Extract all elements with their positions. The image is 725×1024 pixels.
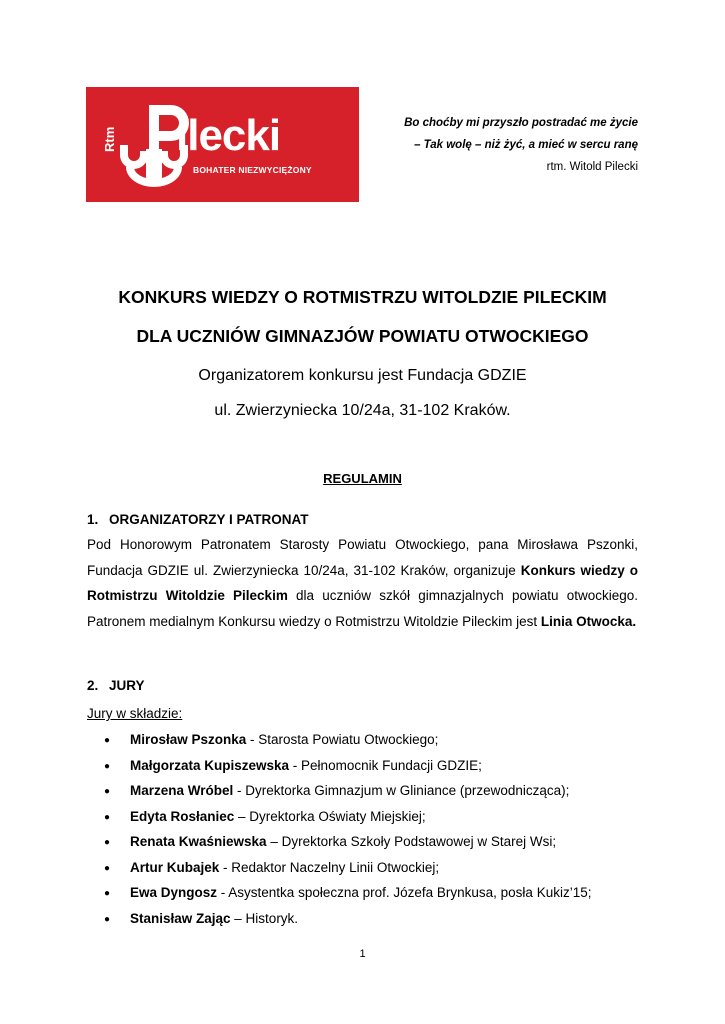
jury-member-name: Artur Kubajek	[130, 859, 220, 875]
jury-member-name: Marzena Wróbel	[130, 783, 234, 798]
jury-member-name: Ewa Dyngosz	[130, 885, 218, 900]
jury-member-role: – Dyrektorka Oświaty Miejskiej;	[234, 808, 426, 824]
list-item	[104, 829, 591, 855]
epigraph-quote	[404, 112, 638, 178]
jury-member-name: Edyta Rosłaniec	[130, 808, 235, 824]
page-number: 1	[359, 948, 366, 960]
logo-tagline: BOHATER NIEZWYCIĘŻONY	[193, 165, 312, 175]
section-1-heading	[87, 512, 309, 527]
organizer-address: ul. Zwierzyniecka 10/24a, 31-102 Kraków.	[214, 402, 511, 419]
section-1-text-a: Pod Honorowym Patronatem Starosty Powiatu Otwockiego, pana Mirosława Pszonki, Fundacja GDZIE ul. Zwierzyniecka 10/24a, 31-102 Kraków, organizuje	[87, 537, 638, 578]
bullet-icon: ●	[104, 888, 111, 899]
logo-wordmark: ilecki	[176, 111, 281, 160]
list-item	[104, 727, 591, 753]
page-title-line-1: KONKURS WIEDZY O ROTMISTRZU WITOLDZIE PILECKIM	[118, 287, 607, 307]
jury-member-role: – Dyrektorka Szkoły Podstawowej w Starej Wsi;	[266, 834, 557, 849]
section-1-bold-a: Konkurs wiedzy o Rotmistrzu Witoldzie Pileckim	[87, 562, 638, 603]
bullet-icon: ●	[104, 837, 111, 848]
page-title-line-2: DLA UCZNIÓW GIMNAZJÓW POWIATU OTWOCKIEGO	[136, 326, 589, 346]
section-1-paragraph	[87, 532, 638, 634]
list-item	[104, 778, 591, 804]
jury-member-name: Małgorzata Kupiszewska	[130, 757, 290, 773]
regulamin-heading: REGULAMIN	[323, 471, 402, 486]
bullet-icon: ●	[104, 735, 111, 746]
section-2-heading	[87, 678, 145, 693]
jury-member-name: Stanisław Zając	[130, 910, 231, 926]
quote-line-1: Bo choćby mi przyszło postradać me życie	[404, 117, 638, 129]
jury-member-role: - Starosta Powiatu Otwockiego;	[246, 732, 439, 747]
list-item	[104, 906, 591, 932]
section-2-number: 2.	[87, 678, 99, 693]
list-item	[104, 753, 591, 779]
jury-member-role: - Pełnomocnik Fundacji GDZIE;	[289, 757, 482, 773]
section-1-title: ORGANIZATORZY I PATRONAT	[109, 512, 309, 527]
list-item	[104, 804, 591, 830]
jury-member-name: Mirosław Pszonka	[130, 732, 247, 747]
bullet-icon: ●	[104, 811, 111, 823]
jury-intro: Jury w składzie:	[87, 706, 183, 721]
bullet-icon: ●	[104, 760, 111, 772]
list-item	[104, 855, 591, 881]
jury-member-role: - Dyrektorka Gimnazjum w Gliniance (przewodnicząca);	[233, 783, 570, 798]
quote-author: rtm. Witold Pilecki	[546, 161, 638, 173]
jury-member-role: - Asystentka społeczna prof. Józefa Brynkusa, posła Kukiz’15;	[217, 885, 592, 900]
jury-list	[104, 727, 591, 931]
logo-rtm-text: Rtm	[102, 126, 117, 152]
section-1-text-b: dla uczniów szkół gimnazjalnych powiatu otwockiego. Patronem medialnym Konkursu wiedzy o Rotmistrzu Witoldzie Pileckim jest	[87, 588, 638, 629]
jury-member-role: – Historyk.	[230, 910, 299, 926]
section-1-number: 1.	[87, 512, 99, 527]
jury-member-role: - Redaktor Naczelny Linii Otwockiej;	[219, 859, 440, 875]
bullet-icon: ●	[104, 913, 111, 925]
organizer-line-1: Organizatorem konkursu jest Fundacja GDZIE	[198, 367, 527, 384]
jury-member-name: Renata Kwaśniewska	[130, 834, 267, 849]
bullet-icon: ●	[104, 786, 111, 797]
list-item	[104, 880, 591, 906]
section-2-title: JURY	[109, 678, 145, 693]
section-1-bold-b: Linia Otwocka.	[540, 613, 637, 629]
quote-line-2: – Tak wolę – niż żyć, a mieć w sercu ranę	[414, 139, 638, 151]
bullet-icon: ●	[104, 862, 111, 874]
